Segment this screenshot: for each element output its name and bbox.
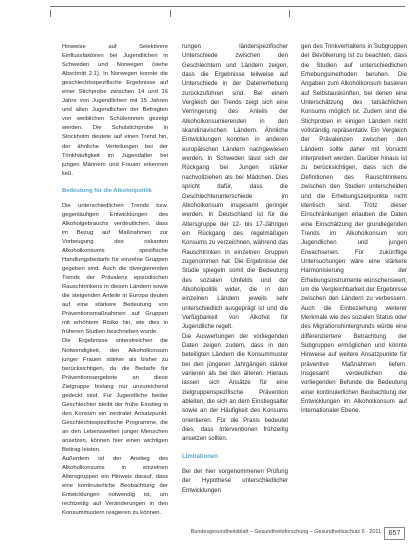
paragraph: Die Ergebnisse unterstreichen die Notwendigkeit, den Alkoholkonsum junger Frauen stärker als bisher zu berücksichtigen, da die Bedarfe für Präventionsangebote an diese Zielgruppe bislang nur unzureichend gedeckt sind. Für Jugendliche beider Geschlechter bleibt der frühe Einstieg in den Konsum ein zentraler Ansatzpunkt. Geschlechtsspezifische Programme, die an den Lebenswelten junger Menschen ansetzen, können hier einen wichtigen Beitrag leisten.	[62, 338, 168, 454]
section-heading: Limitationen	[182, 453, 218, 460]
page-number: 657	[384, 527, 405, 540]
paragraph: Hinweise auf Selektivere Einflussfaktoren bei Jugendlichen in Schweden und Norwegen (siehe Abschnitt 2.1). In Norwegen konnte die geschlechtsspezifische Ergebnisse auf einer Stichprobe zwischen 14 und 16 Jahre von Jugendlichen mit 15 Jahren und allen Jugendlichen der Befragten von weiblichen Schülerinnen gezeigt werden. Die Schulstichprobe in Stockholm deutete auf einen Trend hin, der ähnliche Verteilungen bei der Trinkhäufigkeit im Jugendalter bei jungen Männern und Frauen erkennen ließ.	[62, 44, 168, 177]
text-column-3	[301, 43, 407, 417]
page-footer	[60, 527, 405, 539]
header-rule	[50, 6, 405, 12]
paragraph: Die unterschiedlichen Trends bzw. gegenläufigen Entwicklungen des Alkoholgebrauchs verdeutlichen, dass im Bezug auf Maßnahmen zur Vorbeugung des riskanten Alkoholkonsums spezifische Handlungsbedarfe für einzelne Gruppen gegeben sind. Auch die divergierenden Trends der Prävalenz episodischen Rauschtrinkens in diesen Ländern sowie die steigenden Anteile in Europa deuten auf eine stärkere Bedeutung von Präventionsmaßnahmen auf Gruppen mit erhöhtem Risiko hin, wie dies in früheren Studien beschrieben wurde.	[62, 202, 168, 336]
header-rule-tick	[289, 10, 290, 17]
text-column-2	[182, 43, 288, 496]
paragraph: Die Auswertungen der vorliegenden Daten zeigen zudem, dass in den beteiligten Ländern die Konsummuster bei den jüngeren Jahrgängen stärker variieren als bei den älteren. Hieraus lassen sich Ansätze für eine zielgruppenspezifische Prävention ableiten, die sich an dem Einstiegsalter sowie an der Häufigkeit des Konsums orientieren. Für die Praxis bedeutet dies, dass Interventionen frühzeitig ansetzen sollten.	[182, 333, 288, 443]
section-heading: Bedeutung für die Alkoholpolitik	[62, 187, 153, 194]
paragraph: Außerdem ist der Anstieg des Alkoholkonsums in einzelnen Altersgruppen ein Hinweis darauf, dass eine kontinuierliche Beobachtung der Entwicklungen notwendig ist, um rechtzeitig auf Veränderungen in den Konsummustern reagieren zu können.	[62, 456, 168, 517]
paragraph: rungen länderspezifischer Unterschiede zwischen den Geschlechtern und Ländern zeigen, dass die Ergebnisse teilweise auf Unterschiede in der Datenerhebung zurückzuführen sind. Bei einem Vergleich der Trends zeigt sich eine Verringerung des Anteils der Alkoholkonsumierenden in den skandinavischen Ländern. Ähnliche Entwicklungen konnten in anderen europäischen Ländern nachgewiesen werden. In Schweden lässt sich der Rückgang bei Jungen stärker nachvollziehen als bei Mädchen. Dies spricht dafür, dass die Geschlechterunterschiede im Alkoholkonsum insgesamt geringer werden. In Deutschland ist für die Altersgruppe der 12- bis 17-Jährigen ein Rückgang des regelmäßigen Konsums zu verzeichnen, während das Rauschtrinken in einzelnen Gruppen zugenommen hat. Die Ergebnisse der Studie spiegeln somit die Bedeutung des sozialen Umfelds und der Alkoholpolitik wider, die in den einzelnen Ländern jeweils sehr unterschiedlich ausgeprägt ist und die Verfügbarkeit von Alkohol für Jugendliche regelt.	[182, 44, 288, 331]
text-column-1	[62, 43, 168, 518]
paragraph: gen des Trinkverhaltens in Subgruppen der Bevölkerung ist zu beachten, dass die Studien auf unterschiedlichen Erhebungsmethoden beruhen. Die Angaben zum Alkoholkonsum basieren auf Selbstauskünften, bei denen eine Unterschätzung des tatsächlichen Konsums möglich ist. Zudem sind die Stichproben in einigen Ländern nicht vollständig repräsentativ. Ein Vergleich der Prävalenzen zwischen den Ländern sollte daher mit Vorsicht interpretiert werden. Darüber hinaus ist zu berücksichtigen, dass sich die Definitionen des Rauschtrinkens zwischen den Studien unterscheiden und die Erhebungszeitpunkte nicht identisch sind. Trotz dieser Einschränkungen erlauben die Daten eine Einschätzung der grundlegenden Trends im Alkoholkonsum von Jugendlichen und jungen Erwachsenen. Für zukünftige Untersuchungen wäre eine stärkere Harmonisierung der Erhebungsinstrumente wünschenswert, um die Vergleichbarkeit der Ergebnisse zwischen den Ländern zu verbessern. Auch die Einbeziehung weiterer Merkmale wie des sozialen Status oder des Migrationshintergrunds würde eine differenziertere Betrachtung der Subgruppen ermöglichen und könnte Hinweise auf weitere Ansatzpunkte für präventive Maßnahmen liefern. Insgesamt verdeutlichen die vorliegenden Befunde die Bedeutung einer kontinuierlichen Beobachtung der Entwicklungen im Alkoholkonsum auf internationaler Ebene.	[301, 44, 407, 415]
journal-citation: Bundesgesundheitsblatt – Gesundheitsforschung – Gesundheitsschutz 6 · 2011	[190, 529, 381, 535]
paragraph: Bei der hier vorgenommenen Prüfung der Hypothese unterschiedlicher Entwicklungen	[182, 469, 288, 494]
header-rule-tick	[50, 10, 51, 17]
header-rule-tick	[170, 10, 171, 17]
